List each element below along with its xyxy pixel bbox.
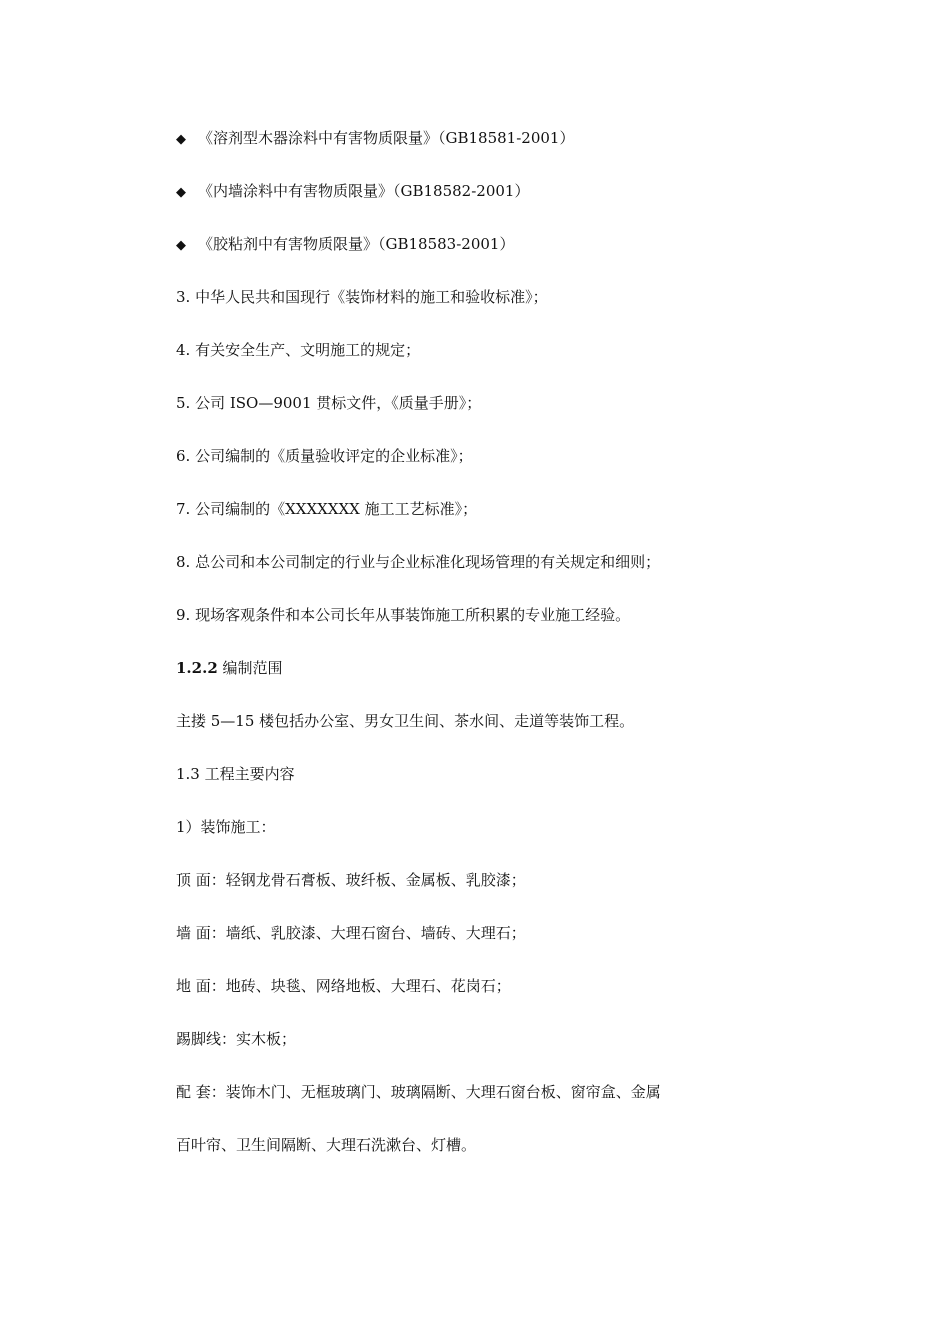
section-heading-main-content: 1.3 工程主要内容 [176,765,295,783]
basis-item-4: 4. 有关安全生产、文明施工的规定； [176,341,421,359]
item-accessories-continued: 百叶帘、卫生间隔断、大理石洗漱台、灯槽。 [176,1136,477,1154]
diamond-bullet-icon: ◆ [176,132,186,147]
item-skirting: 踢脚线：实木板； [176,1030,297,1048]
basis-item-6: 6. 公司编制的《质量验收评定的企业标准》； [176,447,473,465]
item-ceiling: 顶 面：轻钢龙骨石膏板、玻纤板、金属板、乳胶漆； [176,871,526,889]
section-number: 1.2.2 [176,659,218,677]
standard-item-adhesives [176,234,896,256]
item-accessories: 配 套：装饰木门、无框玻璃门、玻璃隔断、大理石窗台板、窗帘盒、金属 [176,1083,661,1101]
line-text: 《胶粘剂中有害物质限量》（GB18583-2001） [198,235,515,253]
basis-item-9: 9. 现场客观条件和本公司长年从事装饰施工所积累的专业施工经验。 [176,606,631,624]
standard-item-interior-wall-coatings [176,181,896,203]
section-heading-scope [176,658,896,678]
diamond-bullet-icon: ◆ [176,238,186,253]
basis-item-5: 5. 公司 ISO—9001 贯标文件，《质量手册》； [176,394,482,412]
basis-item-3: 3. 中华人民共和国现行《装饰材料的施工和验收标准》； [176,288,548,306]
basis-item-7: 7. 公司编制的《XXXXXXX 施工工艺标准》； [176,500,478,518]
item-wall: 墙 面：墙纸、乳胶漆、大理石窗台、墙砖、大理石； [176,924,526,942]
line-text: 《溶剂型木器涂料中有害物质限量》（GB18581-2001） [198,129,575,147]
section-title: 编制范围 [217,659,283,677]
subheading-decoration-work: 1）装饰施工： [176,818,276,836]
line-text: 《内墙涂料中有害物质限量》（GB18582-2001） [198,182,530,200]
basis-item-8: 8. 总公司和本公司制定的行业与企业标准化现场管理的有关规定和细则； [176,553,661,571]
scope-description: 主搂 5—15 楼包括办公室、男女卫生间、茶水间、走道等装饰工程。 [176,712,635,730]
standard-item-solvent-wood-coatings [176,128,896,150]
diamond-bullet-icon: ◆ [176,185,186,200]
item-floor: 地 面：地砖、块毯、网络地板、大理石、花岗石； [176,977,511,995]
